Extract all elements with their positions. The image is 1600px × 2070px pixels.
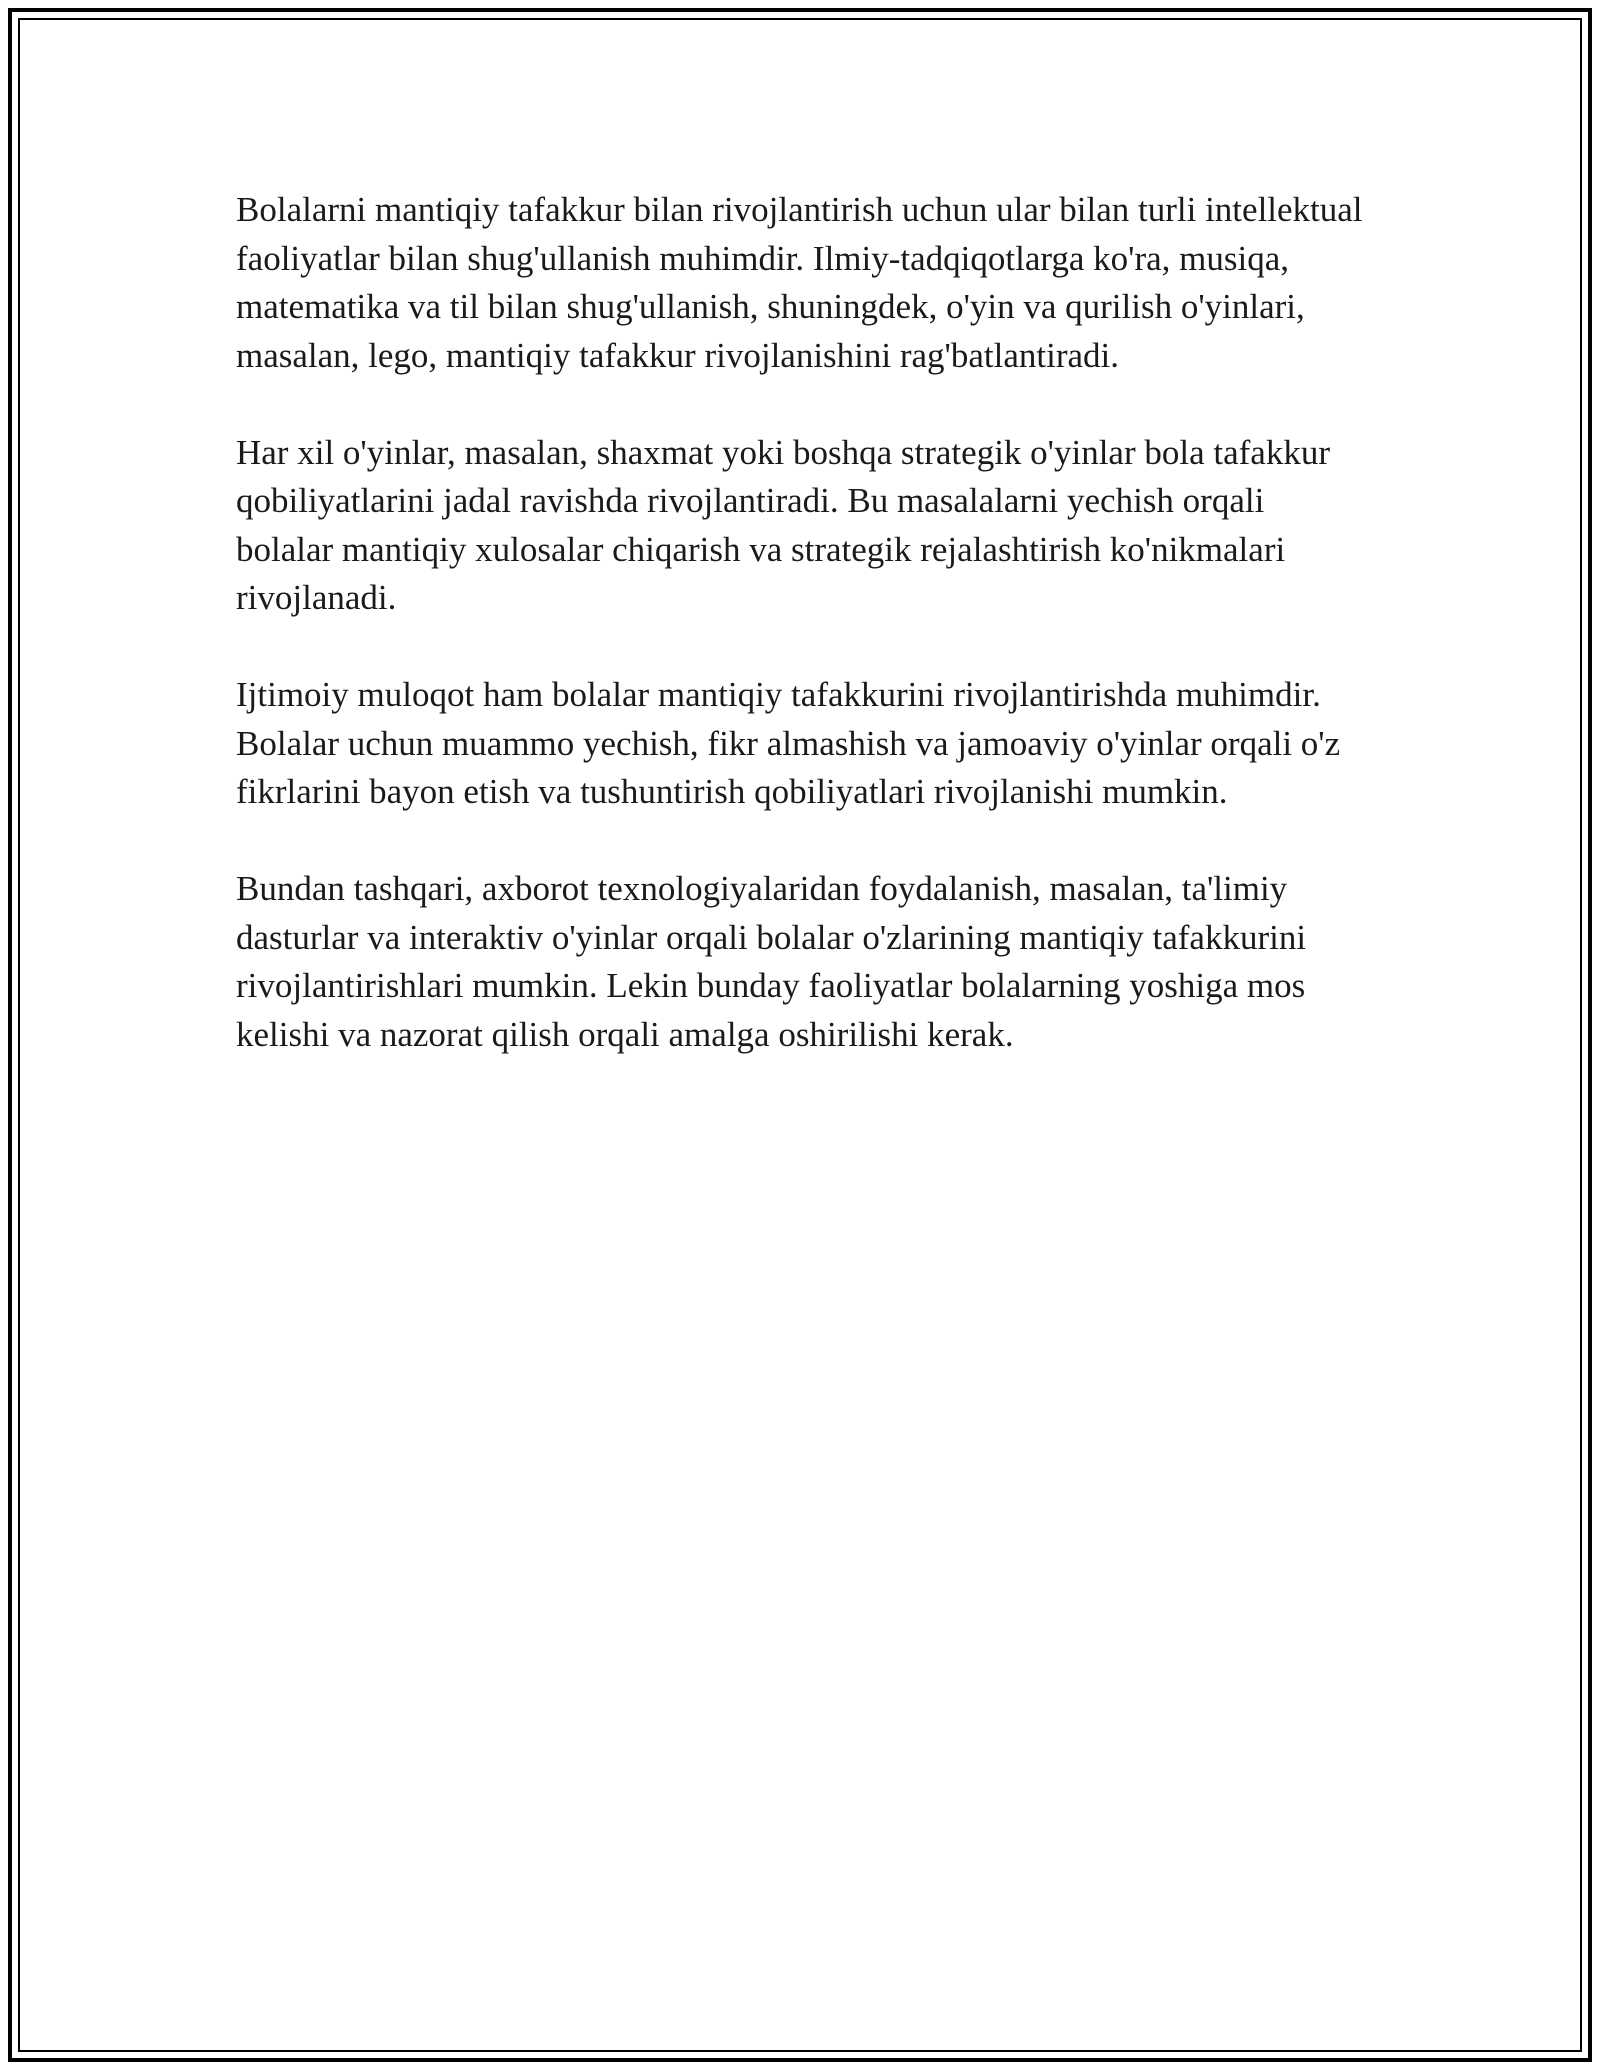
paragraph-3: Ijtimoiy muloqot ham bolalar mantiqiy tafakkurini rivojlantirishda muhimdir. Bolalar uchun muammo yechish, fikr almashish va jamoaviy o'yinlar orqali o'z fikrlarini bayon etish va tushuntirish qobiliyatlari rivojlanishi mumkin. — [236, 675, 1341, 811]
document-body — [236, 186, 1366, 1108]
paragraph-2: Har xil o'yinlar, masalan, shaxmat yoki boshqa strategik o'yinlar bola tafakkur qobiliyatlarini jadal ravishda rivojlantiradi. Bu masalalarni yechish orqali bolalar mantiqiy xulosalar chiqarish va strategik rejalashtirish ko'nikmalari rivojlanadi. — [236, 432, 1330, 617]
paragraph-4: Bundan tashqari, axborot texnologiyalaridan foydalanish, masalan, ta'limiy dasturlar va interaktiv o'yinlar orqali bolalar o'zlarining mantiqiy tafakkurini rivojlantirishlari mumkin. Lekin bunday faoliyatlar bolalarning yoshiga mos kelishi va nazorat qilish orqali amalga oshirilishi kerak. — [236, 869, 1307, 1054]
paragraph-1: Bolalarni mantiqiy tafakkur bilan rivojlantirish uchun ular bilan turli intellektual faoliyatlar bilan shug'ullanish muhimdir. Ilmiy-tadqiqotlarga ko'ra, musiqa, matematika va til bilan shug'ullanish, shuningdek, o'yin va qurilish o'yinlari, masalan, lego, mantiqiy tafakkur rivojlanishini rag'batlantiradi. — [236, 190, 1363, 375]
